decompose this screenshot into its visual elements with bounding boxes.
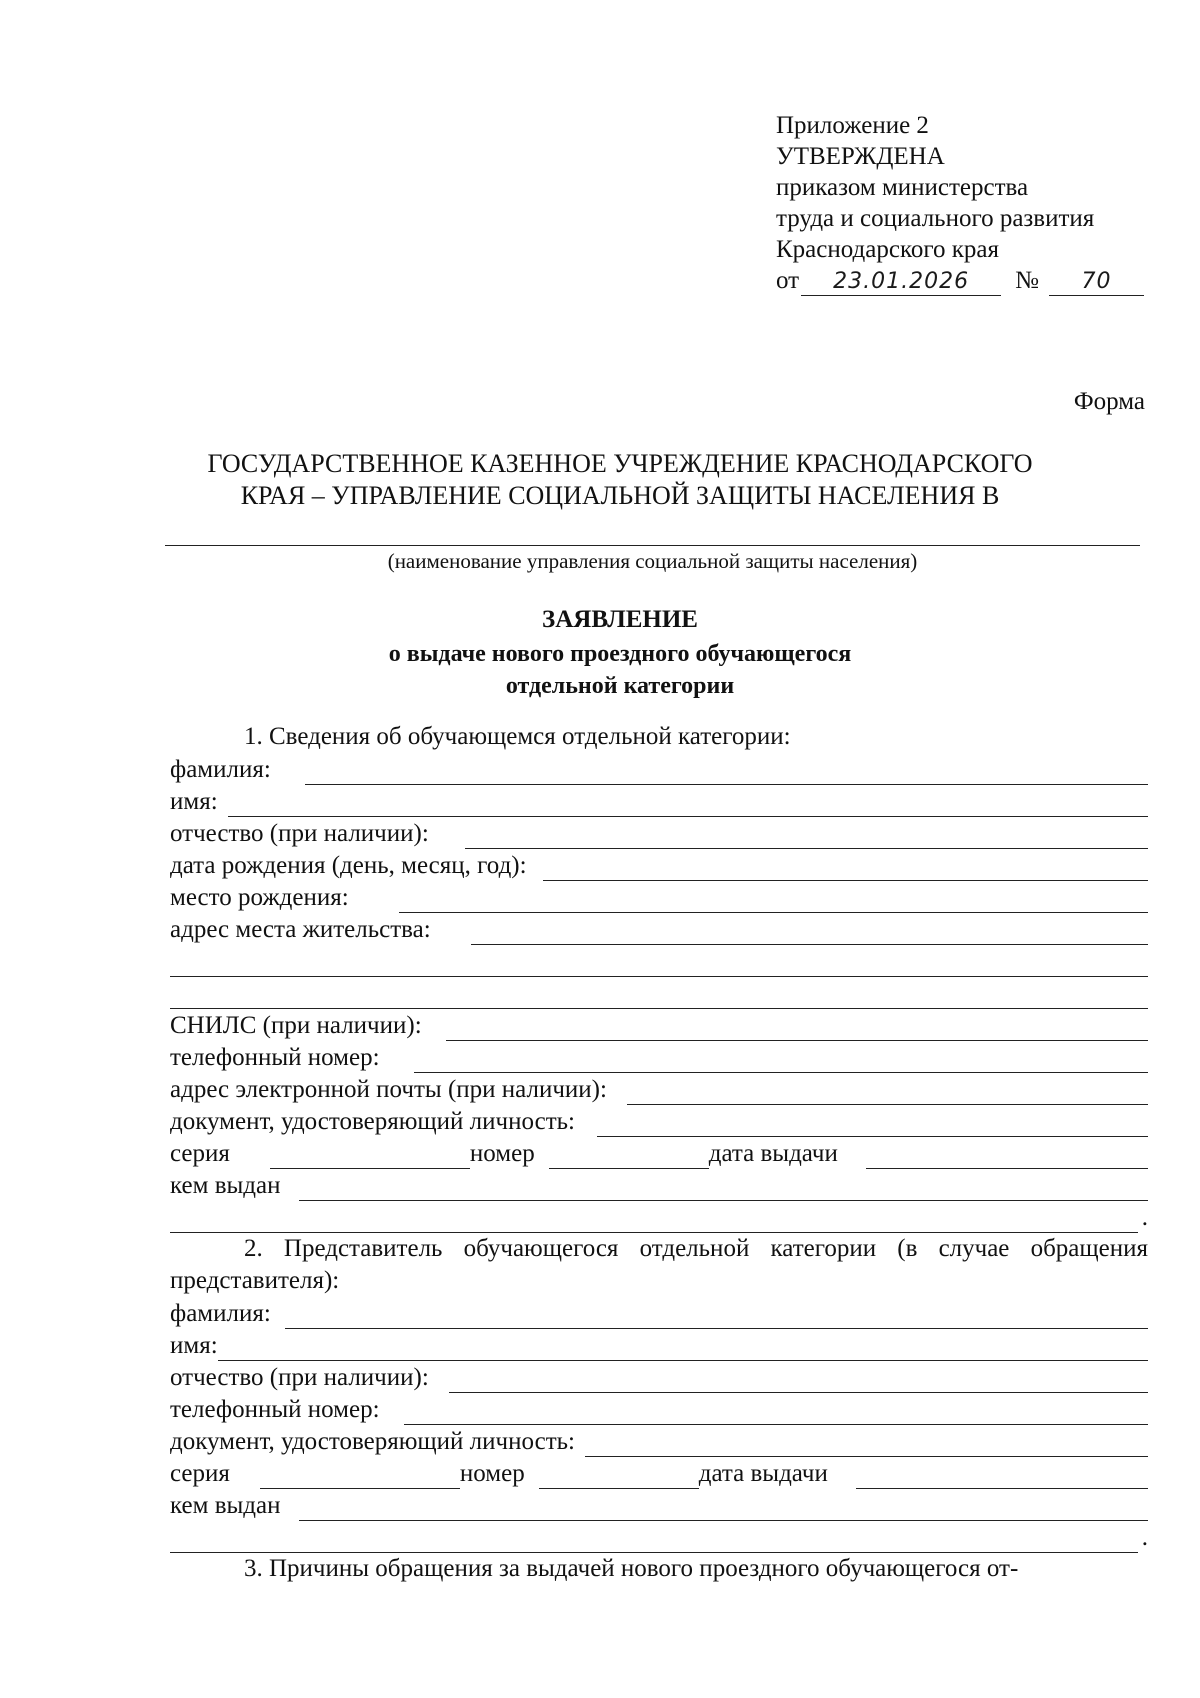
s1-patronymic-label: отчество (при наличии): <box>170 820 429 847</box>
s2-issued-by-label: кем выдан <box>170 1492 281 1519</box>
s1-birthdate-row <box>170 849 1148 881</box>
order-line-1: приказом министерства <box>776 174 1029 201</box>
s2-id-doc-field[interactable] <box>585 1434 1148 1457</box>
order-line-2: труда и социального развития <box>776 205 1095 232</box>
s2-name-label: имя: <box>170 1332 218 1359</box>
form-content <box>170 721 1148 1585</box>
s2-surname-field[interactable] <box>285 1306 1148 1329</box>
s1-phone-row <box>170 1041 1148 1073</box>
s1-address-field[interactable] <box>471 922 1148 945</box>
s1-address-continuation-2[interactable] <box>170 977 1148 1009</box>
order-date-handwritten: 23.01.2026 <box>801 269 1001 296</box>
s1-surname-field[interactable] <box>305 762 1148 785</box>
s1-birthdate-field[interactable] <box>543 858 1148 881</box>
s1-series-field[interactable] <box>270 1146 470 1169</box>
s1-birthplace-row <box>170 881 1148 913</box>
s2-surname-row <box>170 1297 1148 1329</box>
s2-patronymic-label: отчество (при наличии): <box>170 1364 429 1391</box>
document-subtitle-line-1: о выдаче нового проездного обучающегося <box>388 641 852 667</box>
s1-issue-date-label: дата выдачи <box>708 1140 838 1167</box>
s2-phone-field[interactable] <box>404 1402 1148 1425</box>
s1-snils-label: СНИЛС (при наличии): <box>170 1012 422 1039</box>
s2-series-row <box>170 1457 1148 1489</box>
section3-heading: 3. Причины обращения за выдачей нового проездного обучающегося от- <box>244 1555 1019 1582</box>
s2-issue-date-label: дата выдачи <box>698 1460 828 1487</box>
s2-name-field[interactable] <box>218 1338 1148 1361</box>
s1-issued-by-label: кем выдан <box>170 1172 281 1199</box>
s2-patronymic-field[interactable] <box>449 1370 1148 1393</box>
document-subtitle <box>140 638 1100 702</box>
s2-number-field[interactable] <box>539 1466 699 1489</box>
s1-issue-date-field[interactable] <box>866 1146 1148 1169</box>
s1-issued-by-field[interactable] <box>299 1178 1149 1201</box>
s1-id-doc-label: документ, удостоверяющий личность: <box>170 1108 575 1135</box>
s1-id-doc-row <box>170 1105 1148 1137</box>
s1-patronymic-row <box>170 817 1148 849</box>
approval-block <box>776 110 1176 296</box>
s2-issued-by-row <box>170 1489 1148 1521</box>
organization-line-1: ГОСУДАРСТВЕННОЕ КАЗЕННОЕ УЧРЕЖДЕНИЕ КРАСНОДАРСКОГО <box>207 449 1033 478</box>
s1-email-label: адрес электронной почты (при наличии): <box>170 1076 607 1103</box>
s2-id-doc-row <box>170 1425 1148 1457</box>
section1-heading: 1. Сведения об обучающемся отдельной категории: <box>244 723 791 750</box>
s1-birthdate-label: дата рождения (день, месяц, год): <box>170 852 527 879</box>
s1-surname-row <box>170 753 1148 785</box>
s2-name-row <box>170 1329 1148 1361</box>
appendix-label: Приложение 2 <box>776 112 929 139</box>
organization-fill-line[interactable] <box>165 545 1140 546</box>
form-label: Форма <box>1073 388 1145 415</box>
s1-snils-field[interactable] <box>446 1018 1148 1041</box>
s1-address-row <box>170 913 1148 945</box>
document-title: ЗАЯВЛЕНИЕ <box>542 606 698 633</box>
s1-patronymic-field[interactable] <box>465 826 1148 849</box>
s1-name-field[interactable] <box>228 794 1148 817</box>
s2-issue-date-field[interactable] <box>856 1466 1148 1489</box>
s1-snils-row <box>170 1009 1148 1041</box>
s2-id-doc-label: документ, удостоверяющий личность: <box>170 1428 575 1455</box>
s1-series-row <box>170 1137 1148 1169</box>
s2-surname-label: фамилия: <box>170 1300 271 1327</box>
s1-phone-field[interactable] <box>414 1050 1148 1073</box>
organization-name <box>140 448 1100 512</box>
order-date-number <box>776 265 1176 296</box>
s1-number-field[interactable] <box>549 1146 709 1169</box>
approved-label: УТВЕРЖДЕНА <box>776 143 945 170</box>
organization-line-2: КРАЯ – УПРАВЛЕНИЕ СОЦИАЛЬНОЙ ЗАЩИТЫ НАСЕЛЕНИЯ В <box>240 481 1000 510</box>
s1-surname-label: фамилия: <box>170 756 271 783</box>
s2-issued-by-continuation <box>170 1521 1148 1553</box>
s1-issued-by-row <box>170 1169 1148 1201</box>
section2-heading: 2. Представитель обучающегося отдельной категории (в случае обращения представителя): <box>170 1235 1148 1294</box>
date-prefix: от <box>776 267 800 294</box>
s2-end-dot: . <box>1141 1524 1148 1551</box>
s1-number-label: номер <box>469 1140 535 1167</box>
s1-email-row <box>170 1073 1148 1105</box>
s1-name-label: имя: <box>170 788 218 815</box>
s2-issued-by-continuation-field[interactable] <box>170 1530 1138 1553</box>
s2-issued-by-field[interactable] <box>299 1498 1149 1521</box>
s2-phone-label: телефонный номер: <box>170 1396 380 1423</box>
s2-series-field[interactable] <box>260 1466 460 1489</box>
s2-number-label: номер <box>459 1460 525 1487</box>
document-subtitle-line-2: отдельной категории <box>505 673 735 699</box>
s2-phone-row <box>170 1393 1148 1425</box>
s1-birthplace-field[interactable] <box>399 890 1148 913</box>
s1-email-field[interactable] <box>627 1082 1148 1105</box>
s1-id-doc-field[interactable] <box>597 1114 1148 1137</box>
s1-name-row <box>170 785 1148 817</box>
s1-series-label: серия <box>170 1140 230 1167</box>
s1-address-continuation-1[interactable] <box>170 945 1148 977</box>
order-line-3: Краснодарского края <box>776 236 999 263</box>
order-number-handwritten: 70 <box>1049 269 1144 296</box>
organization-caption: (наименование управления социальной защиты населения) <box>387 549 918 573</box>
s2-patronymic-row <box>170 1361 1148 1393</box>
s1-end-dot: . <box>1141 1204 1148 1231</box>
number-sign: № <box>1015 267 1039 294</box>
s1-birthplace-label: место рождения: <box>170 884 349 911</box>
s1-phone-label: телефонный номер: <box>170 1044 380 1071</box>
s1-address-label: адрес места жительства: <box>170 916 431 943</box>
s1-issued-by-continuation <box>170 1201 1148 1233</box>
s2-series-label: серия <box>170 1460 230 1487</box>
s1-issued-by-continuation-field[interactable] <box>170 1210 1138 1233</box>
